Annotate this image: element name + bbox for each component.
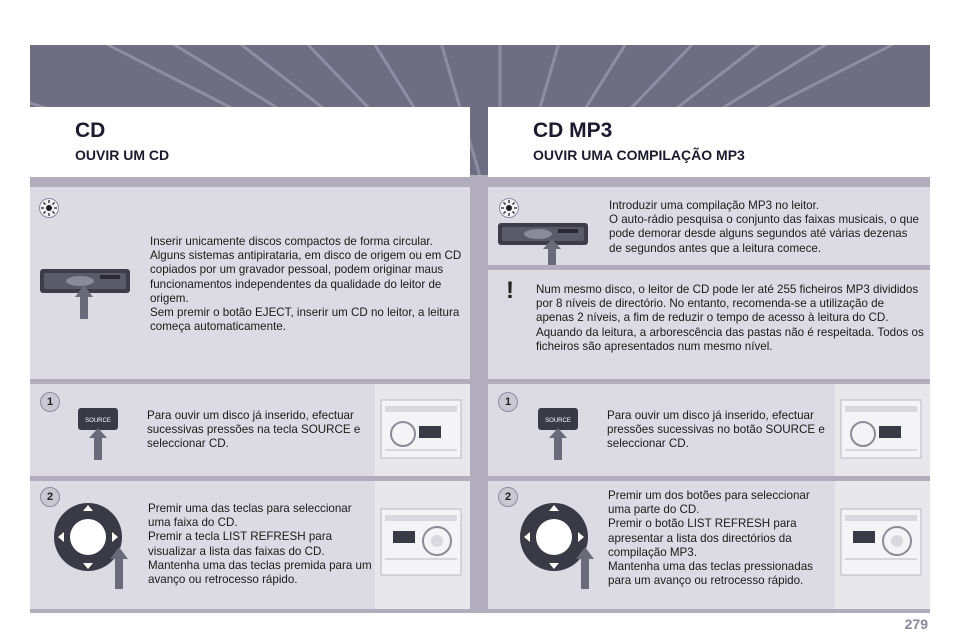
mp3-step1-panel: [488, 384, 930, 476]
radio-panel-image: [835, 384, 930, 476]
navigation-pad-icon: [52, 497, 132, 591]
step-number-badge: 1: [40, 392, 60, 412]
mp3-intro-text: Introduzir uma compilação MP3 no leitor. O auto-rádio pesquisa o conjunto das faixas musicais, o que pode demorar desde alguns segundos até várias dezenas de segundos antes que a leitura comece.: [609, 199, 919, 255]
sun-icon: [498, 197, 520, 219]
mp3-step2-panel: [488, 481, 930, 609]
warning-icon: !: [506, 277, 514, 304]
radio-panel-image: [375, 481, 470, 609]
page-subtitle-cd: OUVIR UM CD: [75, 147, 170, 163]
page-subtitle-mp3: OUVIR UMA COMPILAÇÃO MP3: [533, 147, 745, 163]
radio-panel-image: [835, 481, 930, 609]
source-button-label: SOURCE: [85, 418, 111, 424]
title-box-cd: [30, 107, 470, 177]
navigation-pad-icon: [518, 497, 598, 591]
page-frame: [30, 45, 930, 613]
radio-panel-image: [375, 384, 470, 476]
cd-player-icon: [498, 221, 590, 265]
page-title-cd: CD: [75, 119, 106, 142]
radio-panel-icon: [835, 481, 930, 609]
cd-player-icon: [40, 265, 132, 321]
radio-panel-icon: [375, 384, 470, 476]
page-number: 279: [904, 616, 928, 632]
mp3-warning-panel: [488, 270, 930, 379]
step-number-badge: 2: [498, 487, 518, 507]
mp3-step2-text: Premir um dos botões para seleccionar uma parte do CD. Premir o botão LIST REFRESH para apresentar a lista dos directórios da compilação MP3. Mantenha uma das teclas pressionadas para um avanço ou retrocesso rápido.: [608, 489, 813, 588]
source-button-label: SOURCE: [545, 418, 571, 424]
page-title-mp3: CD MP3: [533, 119, 613, 142]
cd-intro-panel: [30, 187, 470, 379]
step-number-badge: 2: [40, 487, 60, 507]
mp3-warning-text: Num mesmo disco, o leitor de CD pode ler até 255 ficheiros MP3 divididos por 8 níveis de directório. No entanto, recomenda-se a utilização de apenas 2 níveis, a fim de reduzir o tempo de acesso à leitura do CD. Aquando da leitura, a arborescência das pastas não é respeitada. Todos os ficheiros são apresentados num mesmo nível.: [536, 283, 924, 353]
title-box-mp3: [488, 107, 930, 177]
cd-step2-panel: [30, 481, 470, 609]
sun-icon: [38, 197, 60, 219]
cd-step1-panel: [30, 384, 470, 476]
mp3-step1-text: Para ouvir um disco já inserido, efectuar pressões sucessivas no botão SOURCE e seleccionar CD.: [607, 409, 825, 451]
radio-panel-icon: [375, 481, 470, 609]
step-number-badge: 1: [498, 392, 518, 412]
cd-step2-text: Premir uma das teclas para seleccionar uma faixa do CD. Premir a tecla LIST REFRESH para visualizar a lista das faixas do CD. Mantenha uma das teclas premida para um avanço ou retrocesso rápido.: [148, 502, 372, 587]
cd-intro-text: Inserir unicamente discos compactos de forma circular. Alguns sistemas antipirataria, em disco de origem ou em CD copiados por um gravador pessoal, podem originar maus funcionamentos independentes da qualidade do leitor de origem. Sem premir o botão EJECT, inserir um CD no leitor, a leitura começa automaticamente.: [150, 235, 462, 334]
source-button-icon: [78, 404, 122, 462]
cd-step1-text: Para ouvir um disco já inserido, efectuar sucessivas pressões na tecla SOURCE e seleccionar CD.: [147, 409, 361, 451]
source-button-icon: [538, 404, 582, 462]
mp3-intro-panel: [488, 187, 930, 265]
radio-panel-icon: [835, 384, 930, 476]
